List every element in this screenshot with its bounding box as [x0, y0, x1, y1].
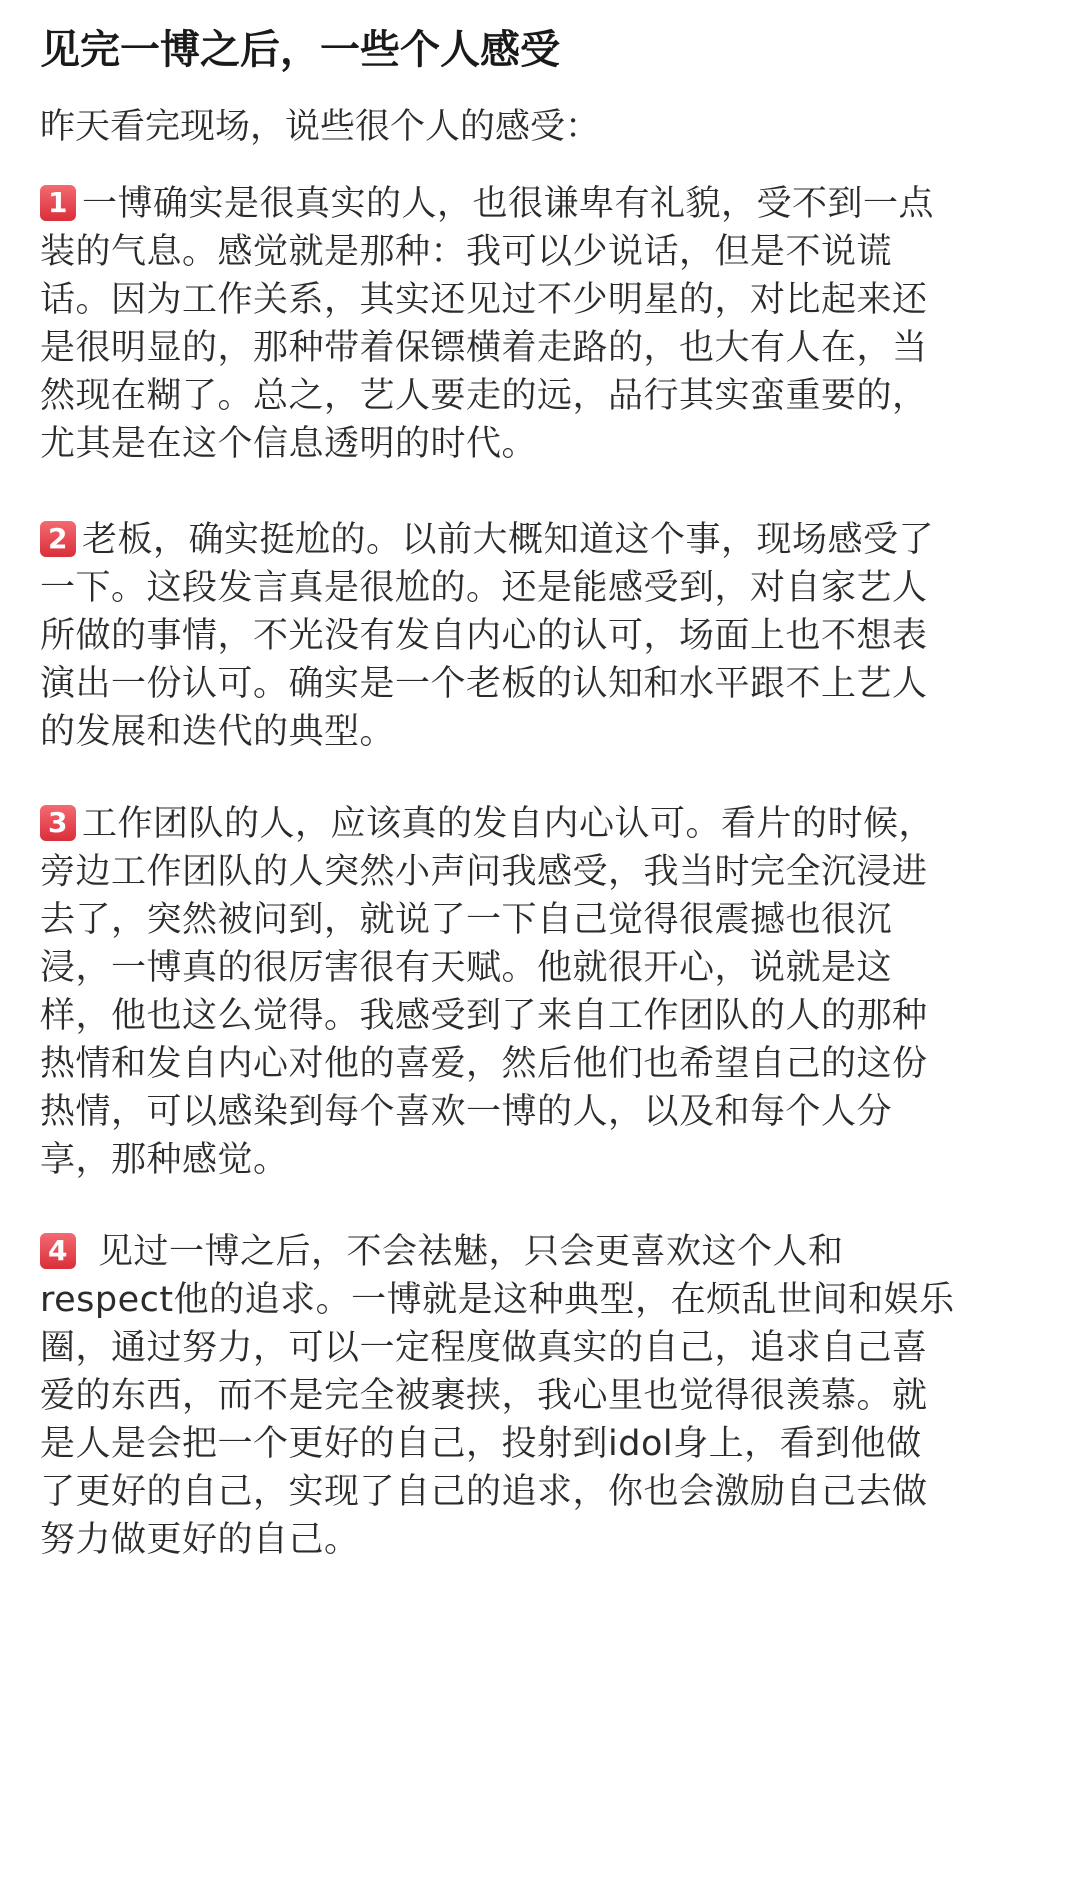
section-3-text: 工作团队的人，应该真的发自内心认可。看片的时候， [82, 804, 935, 844]
section-1-line-6: 尤其是在这个信息透明的时代。 [40, 424, 538, 464]
section-4-line-7: 努力做更好的自己。 [40, 1520, 360, 1560]
section-4-line-6: 了更好的自己，实现了自己的追求，你也会激励自己去做 [40, 1472, 928, 1512]
section-1-line-2: 装的气息。感觉就是那种：我可以少说话，但是不说谎 [40, 232, 893, 272]
section-2-line-2: 一下。这段发言真是很尬的。还是能感受到，对自家艺人 [40, 568, 928, 608]
section-1-line-4: 是很明显的，那种带着保镖横着走路的，也大有人在，当 [40, 328, 928, 368]
section-3-line-5: 样，他也这么觉得。我感受到了来自工作团队的人的那种 [40, 996, 928, 1036]
section-1-text: 一博确实是很真实的人，也很谦卑有礼貌，受不到一点 [82, 184, 935, 224]
post-title: 见完一博之后，一些个人感受 [40, 27, 560, 73]
section-4-text: 见过一博之后，不会祛魅，只会更喜欢这个人和 [98, 1232, 844, 1272]
section-4-line-4: 爱的东西，而不是完全被裹挟，我心里也觉得很羡慕。就 [40, 1376, 928, 1416]
section-2-line-4: 演出一份认可。确实是一个老板的认知和水平跟不上艺人 [40, 664, 928, 704]
section-4-line-5: 是人是会把一个更好的自己，投射到idol身上，看到他做 [40, 1424, 922, 1464]
post-intro: 昨天看完现场，说些很个人的感受： [40, 107, 601, 147]
number-2-badge-icon: 2 [40, 521, 76, 557]
number-3-badge-icon: 3 [40, 805, 76, 841]
section-3-line-3: 去了，突然被问到，就说了一下自己觉得很震撼也很沉 [40, 900, 893, 940]
number-4-badge-icon: 4 [40, 1233, 76, 1269]
section-3-line-4: 浸，一博真的很厉害很有天赋。他就很开心，说就是这 [40, 948, 893, 988]
section-1-line-3: 话。因为工作关系，其实还见过不少明星的，对比起来还 [40, 280, 928, 320]
section-4-line-3: 圈，通过努力，可以一定程度做真实的自己，追求自己喜 [40, 1328, 928, 1368]
section-2-text: 老板，确实挺尬的。以前大概知道这个事，现场感受了 [82, 520, 935, 560]
section-3-line-7: 热情，可以感染到每个喜欢一博的人，以及和每个人分 [40, 1092, 893, 1132]
section-3-line-8: 享，那种感觉。 [40, 1140, 289, 1180]
section-3-line-2: 旁边工作团队的人突然小声问我感受，我当时完全沉浸进 [40, 852, 928, 892]
number-1-badge-icon: 1 [40, 185, 76, 221]
section-3-line-6: 热情和发自内心对他的喜爱，然后他们也希望自己的这份 [40, 1044, 928, 1084]
section-2-line-3: 所做的事情，不光没有发自内心的认可，场面上也不想表 [40, 616, 928, 656]
section-4-line-2: respect他的追求。一博就是这种典型，在烦乱世间和娱乐 [40, 1280, 955, 1320]
section-2-line-5: 的发展和迭代的典型。 [40, 712, 396, 752]
section-1-line-5: 然现在糊了。总之，艺人要走的远，品行其实蛮重要的， [40, 376, 928, 416]
